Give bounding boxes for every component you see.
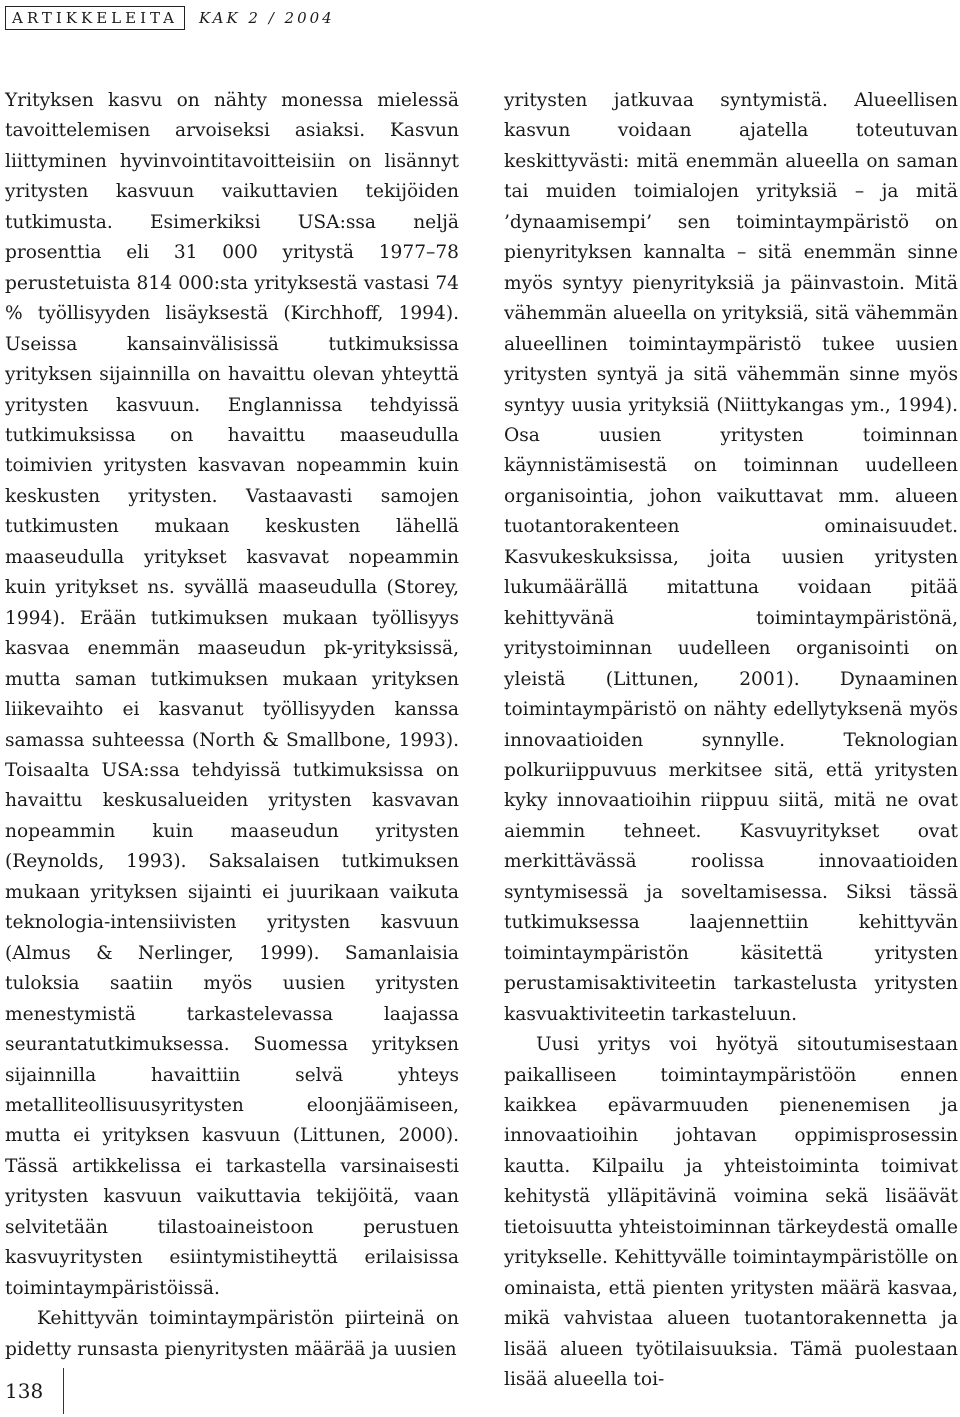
paragraph: Kehittyvän toimintaympäristön piirteinä on pidetty runsasta pienyritysten määrää ja uusien [5,1308,459,1360]
page-number: 138 [5,1379,44,1403]
running-header [5,6,335,30]
left-column [5,86,459,1365]
right-column [504,86,958,1395]
issue-label: KAK 2 / 2004 [199,9,335,27]
footer-divider [63,1368,64,1414]
paragraph: Uusi yritys voi hyötyä sitoutumisestaan paikalliseen toimintaympäristöön ennen kaikkea epävarmuuden pienenemisen ja innovaatioihin johtavan oppimisprosessin kautta. Kilpailu ja yhteistoiminta toimivat kehitystä ylläpitävinä voimina sekä lisäävät tietoisuutta yhteistoiminnan tärkeydestä omalle yritykselle. Kehittyvälle toimintaympäristölle on ominaista, että pienten yritysten määrä kasvaa, mikä vahvistaa alueen tuotantorakennetta ja lisää alueen työtilaisuuksia. Tämä puolestaan lisää alueella toi- [504,1034,958,1391]
paragraph: Yrityksen kasvu on nähty monessa mielessä tavoittelemisen arvoiseksi asiaksi. Kasvun liittyminen hyvinvointitavoitteisiin on lisännyt yritysten kasvuun vaikuttavien tekijöiden tutkimusta. Esimerkiksi USA:ssa neljä prosenttia eli 31 000 yritystä 1977–78 perustetuista 814 000:sta yrityksestä vastasi 74 % työllisyyden lisäyksestä (Kirchhoff, 1994). Useissa kansainvälisissä tutkimuksissa yrityksen sijainnilla on havaittu olevan yhteyttä yritysten kasvuun. Englannissa tehdyissä tutkimuksissa on havaittu maaseudulla toimivien yritysten kasvavan nopeammin kuin keskusten yritysten. Vastaavasti samojen tutkimusten mukaan keskusten lähellä maaseudulla yritykset kasvavat nopeammin kuin yritykset ns. syvällä maaseudulla (Storey, 1994). Erään tutkimuksen mukaan työllisyys kasvaa enemmän maaseudun pk-yrityksissä, mutta saman tutkimuksen mukaan yrityksen liikevaihto ei kasvanut työllisyyden kanssa samassa suhteessa (North & Smallbone, 1993). Toisaalta USA:ssa tehdyissä tutkimuksissa on havaittu keskusalueiden yritysten kasvavan nopeammin kuin maaseudun yritysten (Reynolds, 1993). Saksalaisen tutkimuksen mukaan yrityksen sijainti ei juurikaan vaikuta teknologia-intensiivisten yritysten kasvuun (Almus & Nerlinger, 1999). Samanlaisia tuloksia saatiin myös uusien yritysten menestymistä tarkastelevassa laajassa seurantatutkimuksessa. Suomessa yrityksen sijainnilla havaittiin selvä yhteys metalliteollisuusyritysten eloonjäämiseen, mutta ei yrityksen kasvuun (Littunen, 2000). Tässä artikkelissa ei tarkastella varsinaisesti yritysten kasvuun vaikuttavia tekijöitä, vaan selvitetään tilastoaineistoon perustuen kasvuyritysten esiintymistiheyttä erilaisissa toimintaympäristöissä. [5,90,459,1299]
section-label: ARTIKKELEITA [5,6,185,30]
page-footer [5,1368,64,1414]
paragraph: yritysten jatkuvaa syntymistä. Alueellisen kasvun voidaan ajatella toteutuvan keskittyvästi: mitä enemmän alueella on saman tai muiden toimialojen yrityksiä – ja mitä ’dynaamisempi’ sen toimintaympäristö on pienyrityksen kannalta – sitä enemmän sinne myös syntyy pienyrityksiä ja päinvastoin. Mitä vähemmän alueella on yrityksiä, sitä vähemmän alueellinen toimintaympäristö tukee uusien yritysten syntyä ja sitä vähemmän sinne myös syntyy uusia yrityksiä (Niittykangas ym., 1994). Osa uusien yritysten toiminnan käynnistämisestä on toiminnan uudelleen organisointia, johon vaikuttavat mm. alueen tuotantorakenteen ominaisuudet. Kasvukeskuksissa, joita uusien yritysten lukumäärällä mitattuna voidaan pitää kehittyvänä toimintaympäristönä, yritystoiminnan uudelleen organisointi on yleistä (Littunen, 2001). Dynaaminen toimintaympäristö on nähty edellytyksenä myös innovaatioiden synnylle. Teknologian polkuriippuvuus merkitsee sitä, että yritysten kyky innovaatioihin riippuu siitä, mitä ne ovat aiemmin tehneet. Kasvuyritykset ovat merkittävässä roolissa innovaatioiden syntymisessä ja soveltamisessa. Siksi tässä tutkimuksessa laajennettiin kehittyvän toimintaympäristön käsitettä yritysten perustamisaktiviteetin tarkastelusta yritysten kasvuaktiviteetin tarkasteluun. [504,90,958,1025]
